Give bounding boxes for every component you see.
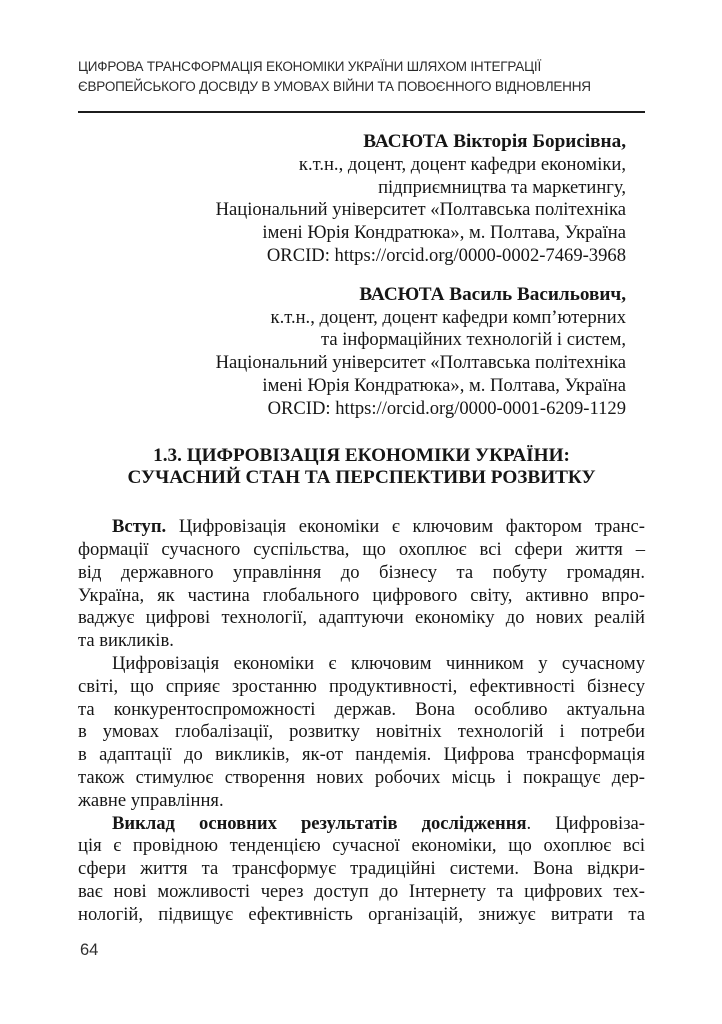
body-line: Виклад основних результатів дослідження. Цифровіза-	[112, 812, 645, 834]
header-rule	[78, 111, 645, 113]
body-line: в адаптації до викликів, як-от пандемія. Цифрова трансформація	[78, 744, 645, 766]
page-number: 64	[80, 941, 99, 959]
author-name: ВАСЮТА Василь Васильович,	[359, 283, 626, 305]
body-line: та конкурентоспроможності держав. Вона особливо актуальна	[78, 698, 645, 720]
body-line: Вступ. Цифровізація економіки є ключовим фактором транс-	[112, 516, 645, 538]
author-name: ВАСЮТА Вікторія Борисівна,	[363, 131, 626, 152]
paragraph-lead: Вступ.	[112, 516, 167, 538]
author-detail-line: Національний університет «Полтавська політехніка	[215, 199, 626, 221]
running-head-line-1: ЦИФРОВА ТРАНСФОРМАЦІЯ ЕКОНОМІКИ УКРАЇНИ ШЛЯХОМ ІНТЕГРАЦІЇ	[78, 59, 541, 74]
paragraph-lead: Виклад основних результатів дослідження	[112, 812, 527, 834]
body-line: нологій, підвищує ефективність організацій, знижує витрати та	[78, 903, 645, 925]
author-detail-line: підприємництва та маркетингу,	[378, 176, 626, 198]
author-detail-line: к.т.н., доцент, доцент кафедри комп’ютерних	[270, 306, 626, 328]
author-detail-line: імені Юрія Кондратюка», м. Полтава, Україна	[262, 222, 626, 244]
author-detail-line: ORCID: https://orcid.org/0000-0001-6209-1129	[267, 397, 626, 419]
body-line: ває нові можливості через доступ до Інтернету та цифрових тех-	[78, 880, 645, 902]
running-head-line-2: ЄВРОПЕЙСЬКОГО ДОСВІДУ В УМОВАХ ВІЙНИ ТА ПОВОЄННОГО ВІДНОВЛЕННЯ	[78, 79, 591, 94]
section-title	[78, 445, 645, 491]
body-line: та викликів.	[78, 630, 174, 652]
author-detail-line: імені Юрія Кондратюка», м. Полтава, Україна	[262, 374, 626, 396]
body-line: Україна, як частина глобального цифрового світу, активно впро-	[78, 584, 645, 606]
authors-section	[78, 131, 645, 421]
body-line: формації сучасного суспільства, що охоплює всі сфери життя –	[78, 538, 645, 560]
author-detail-line: Національний університет «Полтавська політехніка	[215, 352, 626, 374]
body-line: світі, що сприяє зростанню продуктивності, ефективності бізнесу	[78, 675, 645, 697]
section-title-line-2: СУЧАСНИЙ СТАН ТА ПЕРСПЕКТИВИ РОЗВИТКУ	[127, 467, 596, 489]
body-paragraph	[78, 653, 645, 813]
body-line: від державного управління до бізнесу та побуту громадян.	[78, 561, 645, 583]
body-line: в умовах глобалізації, розвитку новітніх технологій і потреби	[78, 721, 645, 743]
body-line: сфери життя та трансформує традиційні системи. Вона відкри-	[78, 858, 645, 880]
body-line: також стимулює створення нових робочих місць і покращує дер-	[78, 766, 645, 788]
body-line: жавне управління.	[78, 789, 224, 811]
section-title-line-1: 1.3. ЦИФРОВІЗАЦІЯ ЕКОНОМІКИ УКРАЇНИ:	[153, 444, 570, 466]
running-head	[78, 57, 645, 97]
author-detail-line: ORCID: https://orcid.org/0000-0002-7469-3968	[266, 244, 626, 266]
body-text-section	[78, 516, 645, 926]
author-block	[78, 131, 645, 268]
body-line: Цифровізація економіки є ключовим чинником у сучасному	[112, 652, 645, 674]
author-detail-line: та інформаційних технологій і систем,	[321, 329, 626, 351]
body-paragraph	[78, 516, 645, 653]
author-detail-line: к.т.н., доцент, доцент кафедри економіки,	[298, 153, 626, 175]
body-line: ваджує цифрові технології, адаптуючи економіку до нових реалій	[78, 607, 645, 629]
body-line: ція є провідною тенденцією сучасної економіки, що охоплює всі	[78, 835, 645, 857]
body-paragraph	[78, 813, 645, 927]
author-block	[78, 284, 645, 421]
